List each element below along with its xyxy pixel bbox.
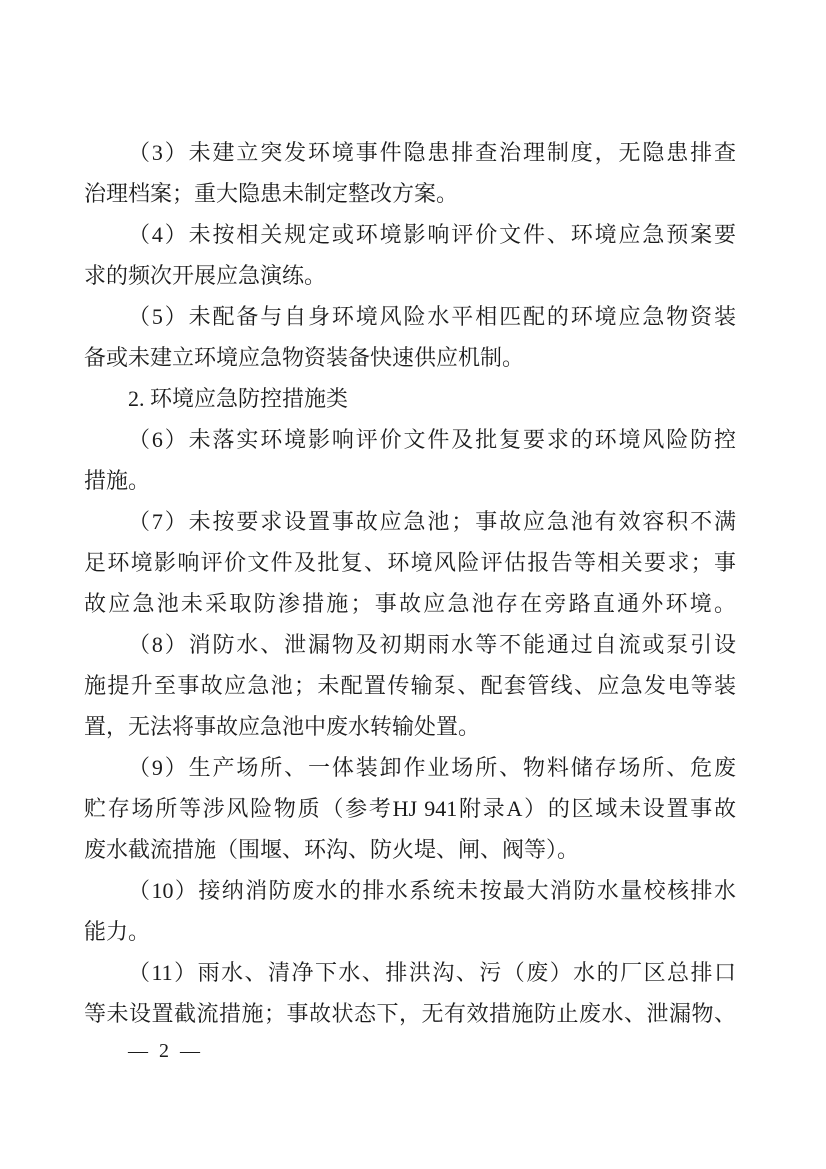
item-7-line-3: 故应急池未采取防渗措施；事故应急池存在旁路直通外环境。	[84, 591, 736, 616]
document-body	[84, 132, 736, 1034]
item-4-line-1: （4）未按相关规定或环境影响评价文件、环境应急预案要	[128, 222, 736, 247]
item-6-line-2: 措施。	[84, 468, 151, 493]
item-8-line-2: 施提升至事故应急池；未配置传输泵、配套管线、应急发电等装	[84, 673, 736, 698]
item-8-line-1: （8）消防水、泄漏物及初期雨水等不能通过自流或泵引设	[128, 632, 736, 657]
section-2-heading: 2. 环境应急防控措施类	[128, 386, 349, 411]
item-5-line-1: （5）未配备与自身环境风险水平相匹配的环境应急物资装	[128, 304, 736, 329]
item-7-line-2: 足环境影响评价文件及批复、环境风险评估报告等相关要求；事	[84, 550, 736, 575]
item-4-line-2: 求的频次开展应急演练。	[84, 263, 327, 288]
item-11-line-2: 等未设置截流措施；事故状态下，无有效措施防止废水、泄漏物、	[84, 1001, 736, 1026]
page-number: — 2 —	[128, 1040, 203, 1062]
item-5-line-2: 备或未建立环境应急物资装备快速供应机制。	[84, 345, 525, 370]
item-9-line-3: 废水截流措施（围堰、环沟、防火堤、闸、阀等）。	[84, 837, 580, 862]
item-10-line-1: （10）接纳消防废水的排水系统未按最大消防水量校核排水	[128, 878, 736, 903]
item-9-line-1: （9）生产场所、一体装卸作业场所、物料储存场所、危废	[128, 755, 736, 780]
item-6-line-1: （6）未落实环境影响评价文件及批复要求的环境风险防控	[128, 427, 736, 452]
item-8-line-3: 置，无法将事故应急池中废水转输处置。	[84, 714, 481, 739]
item-11-line-1: （11）雨水、清净下水、排洪沟、污（废）水的厂区总排口	[128, 960, 736, 985]
item-10-line-2: 能力。	[84, 919, 151, 944]
item-3-line-2: 治理档案；重大隐患未制定整改方案。	[84, 181, 459, 206]
item-3-line-1: （3）未建立突发环境事件隐患排查治理制度，无隐患排查	[128, 140, 736, 165]
item-7-line-1: （7）未按要求设置事故应急池；事故应急池有效容积不满	[128, 509, 736, 534]
item-9-line-2: 贮存场所等涉风险物质（参考HJ 941附录A）的区域未设置事故	[84, 796, 736, 821]
